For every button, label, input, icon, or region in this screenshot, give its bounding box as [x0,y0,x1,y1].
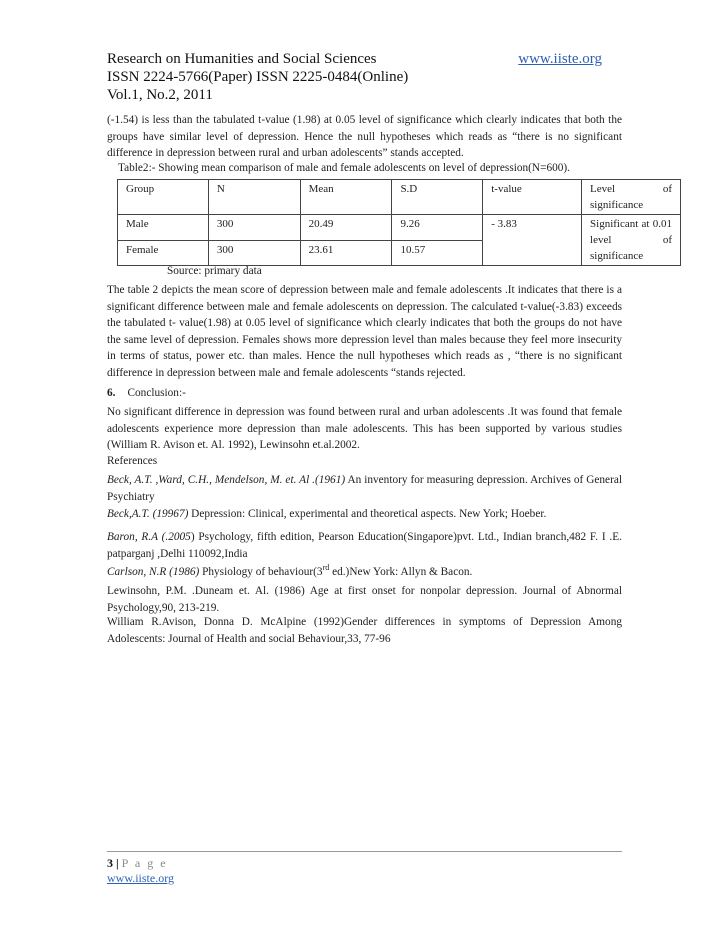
page-header [107,50,627,104]
table-cell: 10.57 [392,240,483,266]
reference-author: Beck, A.T. ,Ward, C.H., Mendelson, M. et. Al .(1961) [107,474,346,486]
header-cell: t-value [483,180,582,215]
page-label: P a g e [121,856,168,870]
volume-line: Vol.1, No.2, 2011 [107,87,213,103]
page-indicator [107,856,174,871]
reference-item [107,506,622,523]
header-cell: Group [118,180,209,215]
reference-item [107,560,622,580]
header-cell: S.D [392,180,483,215]
references-heading: References [107,455,158,467]
section-number: 6. [107,387,116,399]
discussion-paragraph [107,282,622,381]
header-cell: N [208,180,300,215]
table-source: Source: primary data [167,265,262,277]
intro-paragraph-text: (-1.54) is less than the tabulated t-value (1.98) at 0.05 level of significance which clearly indicates that both the groups have similar level of depression. Hence the null hypotheses which reads as “there is no significant difference in depression between rural and urban adolescents” stands accepted. [107,114,622,159]
reference-text: ) Psychology, fifth edition, Pearson Education(Singapore)pvt. Ltd., Indian branch,482 F. I .E. patparganj ,Delhi 110092,India [107,531,622,560]
reference-author: Baron, R.A (.2005 [107,531,191,543]
t-value-cell: - 3.83 [483,215,582,266]
reference-author: Carlson, N.R (1986) [107,565,200,578]
intro-paragraph [107,112,622,162]
journal-title: Research on Humanities and Social Sciences [107,51,377,67]
reference-text: An inventory for measuring depression. Archives of General Psychiatry [107,474,622,503]
table-header-row [118,180,681,215]
reference-item [107,472,622,505]
page-separator: | [116,856,119,870]
header-cell: Level of significance [582,180,681,215]
table-cell: 23.61 [300,240,392,266]
table-cell: 300 [208,215,300,241]
reference-item [107,614,622,647]
reference-text: ed.)New York: Allyn & Bacon. [329,565,473,578]
significance-cell: Significant at 0.01 level of significance [582,215,681,266]
table-cell: Female [118,240,209,266]
table-cell: Male [118,215,209,241]
header-cell: Mean [300,180,392,215]
page-number: 3 [107,856,113,870]
table-cell: 300 [208,240,300,266]
table-caption: Table2:- Showing mean comparison of male and female adolescents on level of depression(N=600). [118,162,570,174]
table-cell: 9.26 [392,215,483,241]
header-website-link[interactable]: www.iiste.org [518,51,602,67]
table-cell: 20.49 [300,215,392,241]
reference-author: Beck,A.T. (19967) [107,508,189,520]
footer-divider [107,851,622,852]
conclusion-text: No significant difference in depression was found between rural and urban adolescents .It was found that female adolescents experience more depression than male adolescents. This has been supported by various studies (William R. Avison et. Al. 1992), Lewinsohn et.al.2002. [107,406,622,451]
reference-item [107,529,622,562]
reference-text: Depression: Clinical, experimental and theoretical aspects. New York; Hoeber. [188,508,547,520]
reference-text: William R.Avison, Donna D. McAlpine (1992)Gender differences in symptoms of Depression Among Adolescents: Journal of Health and social Behaviour,33, 77-96 [107,616,622,645]
discussion-paragraph-text: The table 2 depicts the mean score of depression between male and female adolescents .It indicates that there is a significant difference between male and female adolescents on depression. The calculated t-value(-3.83) exceeds the tabulated t- value(1.98) at 0.05 level of significance which clearly indicates that both the groups do not have the same level of depression. Females shows more depression level than males because they feel more insecurity in terms of status, power etc. than males. Hence the null hypotheses which reads as , “there is no significant difference in depression between male and female adolescents “stands rejected. [107,284,622,379]
conclusion-paragraph [107,404,622,454]
table-row [118,215,681,241]
comparison-table [117,179,681,266]
reference-text: Physiology of behaviour(3 [199,565,323,578]
page-footer [107,856,174,886]
reference-item [107,583,622,616]
reference-text: Lewinsohn, P.M. .Duneam et. Al. (1986) Age at first onset for nonpolar depression. Journal of Abnormal Psychology,90, 213-219. [107,585,622,614]
footer-website-link[interactable]: www.iiste.org [107,871,174,885]
conclusion-heading [107,387,186,399]
reference-superscript: rd [322,563,330,572]
section-title: Conclusion:- [127,387,186,399]
issn-line: ISSN 2224-5766(Paper) ISSN 2225-0484(Online) [107,69,409,85]
